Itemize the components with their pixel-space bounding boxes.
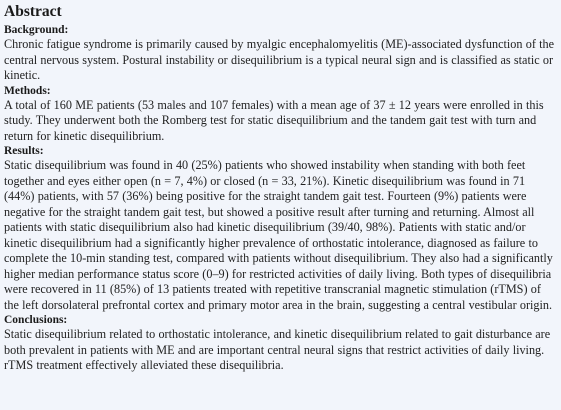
results-heading: Results: bbox=[4, 145, 44, 157]
background-section bbox=[4, 24, 556, 84]
results-text: Static disequilibrium was found in 40 (25%) patients who showed instability when standing with both feet together and eyes either open (n = 7, 4%) or closed (n = 33, 21%). Kinetic disequilibrium was found in 71 (44%) patients, with 57 (36%) being positive for the straight tandem gait test. Fourteen (9%) patients were negative for the straight tandem gait test, but showed a positive result after turning and returning. Almost all patients with static disequilibrium also had kinetic disequilibrium (39/40, 98%). Patients with static and/or kinetic disequilibrium had a significantly higher prevalence of orthostatic intolerance, diagnosed as failure to complete the 10-min standing test, compared with patients without disequilibrium. They also had a significantly higher median performance status score (0–9) for restricted activities of daily living. Both types of disequilibria were recovered in 11 (85%) of 13 patients treated with repetitive transcranial magnetic stimulation (rTMS) of the left dorsolateral prefrontal cortex and primary motor area in the brain, suggesting a central vestibular origin. bbox=[4, 158, 553, 312]
conclusions-text: Static disequilibrium related to orthostatic intolerance, and kinetic disequilibrium related to gait disturbance are both prevalent in patients with ME and are important central neural signs that restrict activities of daily living. rTMS treatment effectively alleviated these disequilibria. bbox=[4, 327, 551, 372]
conclusions-section bbox=[4, 314, 556, 374]
methods-heading: Methods: bbox=[4, 84, 51, 97]
conclusions-heading: Conclusions: bbox=[4, 314, 68, 326]
background-text: Chronic fatigue syndrome is primarily caused by myalgic encephalomyelitis (ME)-associated dysfunction of the central nervous system. Postural instability or disequilibrium is a typical neural sign and is classified as static or kinetic. bbox=[4, 37, 555, 82]
results-section bbox=[4, 145, 556, 313]
methods-text: A total of 160 ME patients (53 males and 107 females) with a mean age of 37 ± 12 years were enrolled in this study. They underwent both the Romberg test for static disequilibrium and the tandem gait test with turn and return for kinetic disequilibrium. bbox=[4, 97, 544, 143]
methods-section bbox=[4, 85, 556, 145]
background-heading: Background: bbox=[4, 24, 69, 36]
abstract-title: Abstract bbox=[4, 3, 62, 20]
